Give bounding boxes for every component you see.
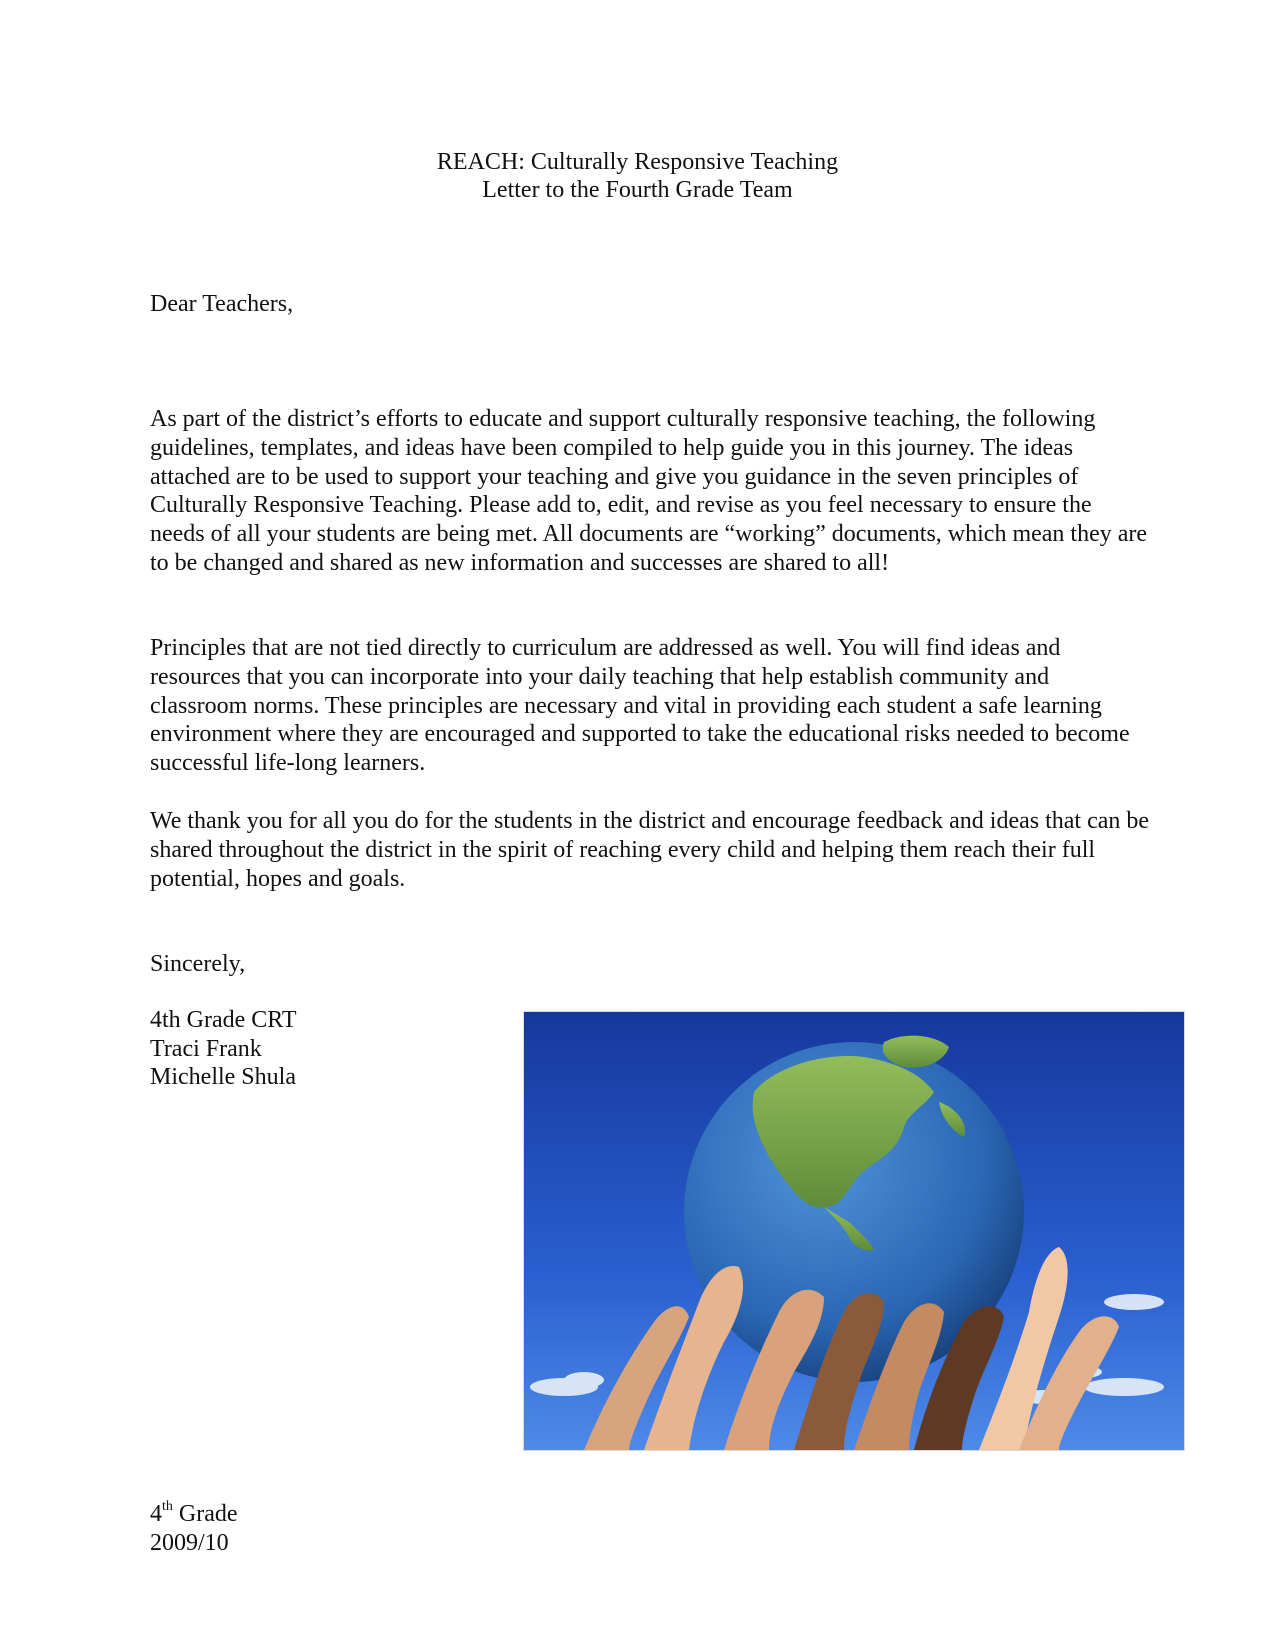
footer-grade	[150, 1500, 238, 1529]
grade-suffix: th	[162, 1499, 173, 1514]
title-block	[0, 148, 1275, 204]
footer-block	[150, 1500, 238, 1557]
globe-hands-photo	[523, 1011, 1185, 1451]
document-subtitle: Letter to the Fourth Grade Team	[482, 177, 793, 203]
signature-block	[150, 1006, 297, 1092]
signature-team: 4th Grade CRT	[150, 1007, 297, 1033]
salutation: Dear Teachers,	[150, 291, 294, 317]
document-title: REACH: Culturally Responsive Teaching	[436, 149, 839, 175]
body-paragraph-intro: As part of the district’s efforts to educate and support culturally responsive teaching, the following guidelines, templates, and ideas have been compiled to help guide you in this journey. The ideas attached are to be used to support your teaching and give you guidance in the seven principles of Culturally Responsive Teaching. Please add to, edit, and revise as you feel necessary to ensure the needs of all your students are being met. All documents are “working” documents, which mean they are to be changed and shared as new information and successes are shared to all!	[150, 406, 1148, 576]
globe-hands-illustration	[524, 1012, 1184, 1450]
signature-name-1: Traci Frank	[150, 1035, 262, 1062]
body-paragraph-principles: Principles that are not tied directly to curriculum are addressed as well. You will find ideas and resources that you can incorporate into your daily teaching that help establish community and classroom norms. These principles are necessary and vital in providing each student a safe learning environment where they are encouraged and supported to take the educational risks needed to become successful life-long learners.	[150, 635, 1130, 777]
grade-number: 4	[150, 1501, 162, 1527]
body-paragraph-thanks: We thank you for all you do for the students in the district and encourage feedback and ideas that can be shared throughout the district in the spirit of reaching every child and helping them reach their full potential, hopes and goals.	[150, 808, 1150, 892]
footer-year: 2009/10	[150, 1529, 229, 1556]
signature-name-2: Michelle Shula	[150, 1064, 296, 1091]
grade-word: Grade	[172, 1501, 238, 1527]
closing: Sincerely,	[150, 951, 246, 977]
